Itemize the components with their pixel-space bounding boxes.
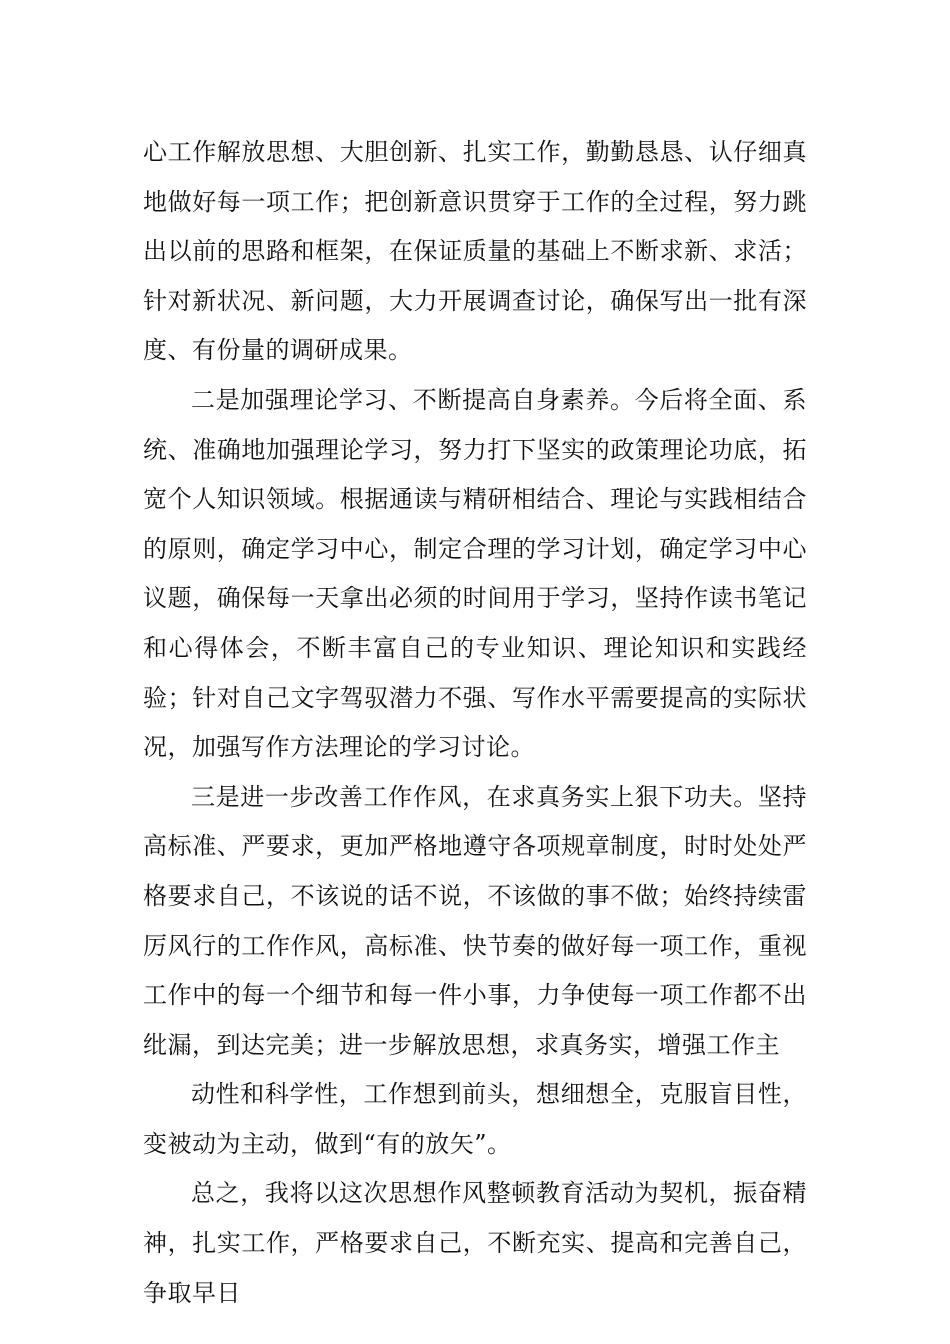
paragraph-work-style: 三是进一步改善工作作风，在求真务实上狠下功夫。坚持高标准、严要求，更加严格地遵守各项规章制度，时时处处严格要求自己，不该说的话不说，不该做的事不做；始终持续雷厉风行的工作作风，高标准、快节奏的做好每一项工作，重视工作中的每一个细节和每一件小事，力争使每一项工作都不出纰漏，到达完美；进一步解放思想，求真务实，增强工作主 [143,782,807,1059]
paragraph-continuation: 心工作解放思想、大胆创新、扎实工作，勤勤恳恳、认仔细真地做好每一项工作；把创新意识贯穿于工作的全过程，努力跳出以前的思路和框架，在保证质量的基础上不断求新、求活；针对新状况、新问题，大力开展调查讨论，确保写出一批有深度、有份量的调研成果。 [143,138,807,365]
paragraph-theory-study: 二是加强理论学习、不断提高自身素养。今后将全面、系统、准确地加强理论学习，努力打下坚实的政策理论功底，拓宽个人知识领域。根据通读与精研相结合、理论与实践相结合的原则，确定学习中心，制定合理的学习计划，确定学习中心议题，确保每一天拿出必须的时间用于学习，坚持作读书笔记和心得体会，不断丰富自己的专业知识、理论知识和实践经验；针对自己文字驾驭潜力不强、写作水平需要提高的实际状况，加强写作方法理论的学习讨论。 [143,385,807,762]
paragraph-initiative: 动性和科学性，工作想到前头，想细想全，克服盲目性，变被动为主动，做到“有的放矢”。 [143,1080,807,1158]
document-body [143,128,807,1318]
paragraph-conclusion: 总之，我将以这次思想作风整顿教育活动为契机，振奋精神，扎实工作，严格要求自己，不断充实、提高和完善自己，争取早日 [143,1179,807,1307]
